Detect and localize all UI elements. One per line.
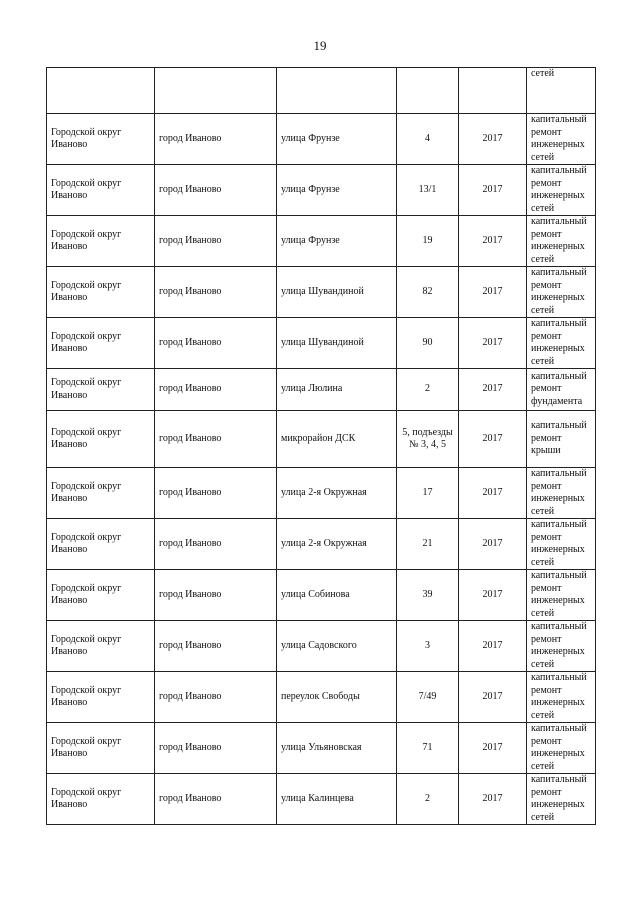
street-cell: улица Фрунзе: [277, 165, 397, 216]
house-cell: 2: [397, 369, 459, 411]
table-row: [47, 468, 596, 519]
year-cell: 2017: [459, 318, 527, 369]
district-cell: Городской округ Иваново: [47, 267, 155, 318]
street-cell: улица Ульяновская: [277, 723, 397, 774]
house-cell: 39: [397, 570, 459, 621]
table-row: [47, 318, 596, 369]
house-cell: [397, 68, 459, 114]
year-cell: 2017: [459, 411, 527, 468]
street-cell: улица Шувандиной: [277, 267, 397, 318]
district-cell: Городской округ Иваново: [47, 114, 155, 165]
work-cell: капитальный ремонт инженерных сетей: [527, 519, 596, 570]
street-cell: улица Собинова: [277, 570, 397, 621]
continuation-row: [47, 68, 596, 114]
year-cell: 2017: [459, 672, 527, 723]
city-cell: город Иваново: [155, 267, 277, 318]
district-cell: [47, 68, 155, 114]
district-cell: Городской округ Иваново: [47, 621, 155, 672]
city-cell: город Иваново: [155, 774, 277, 825]
street-cell: улица Садовского: [277, 621, 397, 672]
year-cell: 2017: [459, 468, 527, 519]
table-row: [47, 267, 596, 318]
district-cell: Городской округ Иваново: [47, 774, 155, 825]
district-cell: Городской округ Иваново: [47, 411, 155, 468]
year-cell: 2017: [459, 519, 527, 570]
work-cell: капитальный ремонт инженерных сетей: [527, 672, 596, 723]
street-cell: улица Шувандиной: [277, 318, 397, 369]
table-row: [47, 672, 596, 723]
table-row: [47, 411, 596, 468]
city-cell: [155, 68, 277, 114]
work-cell: капитальный ремонт инженерных сетей: [527, 216, 596, 267]
house-cell: 4: [397, 114, 459, 165]
table-row: [47, 774, 596, 825]
city-cell: город Иваново: [155, 468, 277, 519]
district-cell: Городской округ Иваново: [47, 570, 155, 621]
street-cell: [277, 68, 397, 114]
street-cell: улица Калинцева: [277, 774, 397, 825]
city-cell: город Иваново: [155, 165, 277, 216]
street-cell: улица Фрунзе: [277, 216, 397, 267]
street-cell: улица Люлина: [277, 369, 397, 411]
table-row: [47, 570, 596, 621]
city-cell: город Иваново: [155, 114, 277, 165]
housing-repair-table: [46, 67, 596, 825]
district-cell: Городской округ Иваново: [47, 723, 155, 774]
house-cell: 13/1: [397, 165, 459, 216]
city-cell: город Иваново: [155, 216, 277, 267]
page-number: 19: [313, 38, 327, 53]
work-cell: капитальный ремонт крыши: [527, 411, 596, 468]
house-cell: 7/49: [397, 672, 459, 723]
district-cell: Городской округ Иваново: [47, 672, 155, 723]
year-cell: 2017: [459, 723, 527, 774]
house-cell: 17: [397, 468, 459, 519]
work-cell: капитальный ремонт инженерных сетей: [527, 114, 596, 165]
house-cell: 3: [397, 621, 459, 672]
house-cell: 19: [397, 216, 459, 267]
year-cell: 2017: [459, 621, 527, 672]
house-cell: 71: [397, 723, 459, 774]
year-cell: 2017: [459, 570, 527, 621]
district-cell: Городской округ Иваново: [47, 318, 155, 369]
year-cell: [459, 68, 527, 114]
city-cell: город Иваново: [155, 519, 277, 570]
district-cell: Городской округ Иваново: [47, 468, 155, 519]
house-cell: 2: [397, 774, 459, 825]
year-cell: 2017: [459, 165, 527, 216]
table-row: [47, 723, 596, 774]
table-row: [47, 519, 596, 570]
street-cell: улица 2-я Окружная: [277, 468, 397, 519]
work-cell: капитальный ремонт инженерных сетей: [527, 723, 596, 774]
city-cell: город Иваново: [155, 570, 277, 621]
house-cell: 90: [397, 318, 459, 369]
street-cell: улица 2-я Окружная: [277, 519, 397, 570]
city-cell: город Иваново: [155, 318, 277, 369]
year-cell: 2017: [459, 267, 527, 318]
house-cell: 82: [397, 267, 459, 318]
city-cell: город Иваново: [155, 672, 277, 723]
street-cell: микрорайон ДСК: [277, 411, 397, 468]
work-cell: капитальный ремонт инженерных сетей: [527, 318, 596, 369]
year-cell: 2017: [459, 369, 527, 411]
work-cell: капитальный ремонт инженерных сетей: [527, 468, 596, 519]
year-cell: 2017: [459, 114, 527, 165]
year-cell: 2017: [459, 216, 527, 267]
city-cell: город Иваново: [155, 621, 277, 672]
work-cell: капитальный ремонт фундамента: [527, 369, 596, 411]
table-row: [47, 369, 596, 411]
district-cell: Городской округ Иваново: [47, 165, 155, 216]
house-cell: 5, подъезды № 3, 4, 5: [397, 411, 459, 468]
street-cell: переулок Свободы: [277, 672, 397, 723]
table-row: [47, 114, 596, 165]
district-cell: Городской округ Иваново: [47, 216, 155, 267]
table-row: [47, 621, 596, 672]
house-cell: 21: [397, 519, 459, 570]
year-cell: 2017: [459, 774, 527, 825]
district-cell: Городской округ Иваново: [47, 369, 155, 411]
district-cell: Городской округ Иваново: [47, 519, 155, 570]
work-cell: сетей: [527, 68, 596, 114]
table-row: [47, 216, 596, 267]
work-cell: капитальный ремонт инженерных сетей: [527, 267, 596, 318]
work-cell: капитальный ремонт инженерных сетей: [527, 621, 596, 672]
city-cell: город Иваново: [155, 369, 277, 411]
city-cell: город Иваново: [155, 723, 277, 774]
work-cell: капитальный ремонт инженерных сетей: [527, 165, 596, 216]
table-row: [47, 165, 596, 216]
work-cell: капитальный ремонт инженерных сетей: [527, 570, 596, 621]
city-cell: город Иваново: [155, 411, 277, 468]
work-cell: капитальный ремонт инженерных сетей: [527, 774, 596, 825]
street-cell: улица Фрунзе: [277, 114, 397, 165]
